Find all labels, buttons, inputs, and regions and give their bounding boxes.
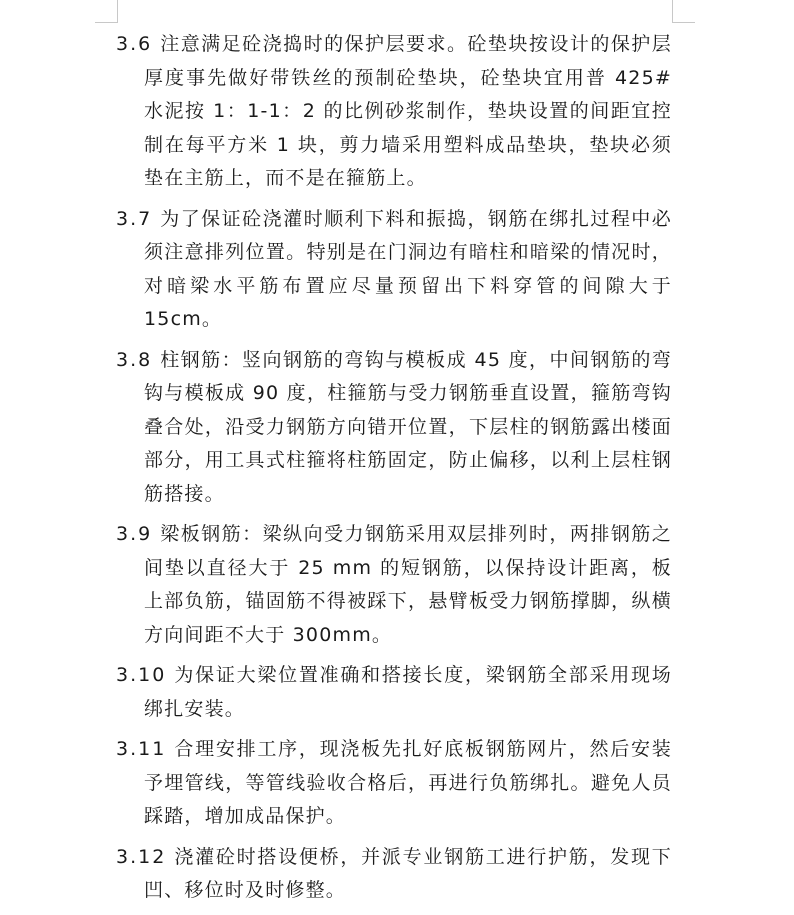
section-number: 3.9 — [116, 523, 153, 545]
section-text: 注意满足砼浇捣时的保护层要求。砼垫块按设计的保护层厚度事先做好带铁丝的预制砼垫块，砼垫块宜用普 425# 水泥按 1：1-1：2 的比例砂浆制作，垫块设置的间距宜控制在每平方米 1 块，剪力墙采用塑料成品垫块，垫块必须垫在主筋上，而不是在箍筋上。 — [144, 33, 672, 189]
section-text: 梁板钢筋：梁纵向受力钢筋采用双层排列时，两排钢筋之间垫以直径大于 25 mm 的短钢筋，以保持设计距离，板上部负筋，锚固筋不得被踩下，悬臂板受力钢筋撑脚，纵横方向间距不大于 300mm。 — [144, 523, 672, 646]
section-number: 3.7 — [116, 207, 153, 230]
section-text: 柱钢筋：竖向钢筋的弯钩与模板成 45 度，中间钢筋的弯钩与模板成 90 度，柱箍筋与受力钢筋垂直设置，箍筋弯钩叠合处，沿受力钢筋方向错开位置，下层柱的钢筋露出楼面部分，用工具式柱箍将柱筋固定，防止偏移，以利上层柱钢筋搭接。 — [144, 348, 672, 505]
margin-corner-mark-top-left — [95, 0, 118, 23]
paragraph-3-7 — [116, 203, 672, 337]
margin-corner-mark-top-right — [672, 0, 695, 23]
section-number: 3.6 — [116, 33, 153, 55]
paragraph-3-12 — [116, 841, 672, 908]
section-number: 3.12 — [116, 845, 167, 868]
section-text: 浇灌砼时搭设便桥，并派专业钢筋工进行护筋，发现下凹、移位时及时修整。 — [144, 845, 672, 901]
section-text: 为保证大梁位置准确和搭接长度，梁钢筋全部采用现场绑扎安装。 — [144, 664, 672, 720]
paragraph-3-6 — [116, 28, 672, 196]
section-text: 为了保证砼浇灌时顺利下料和振捣，钢筋在绑扎过程中必须注意排列位置。特别是在门洞边有暗柱和暗梁的情况时，对暗梁水平筋布置应尽量预留出下料穿管的间隙大于 15cm。 — [144, 207, 672, 330]
section-number: 3.11 — [116, 738, 167, 760]
section-number: 3.8 — [116, 348, 153, 371]
paragraph-3-9 — [116, 518, 672, 652]
section-text: 合理安排工序，现浇板先扎好底板钢筋网片，然后安装予埋管线，等管线验收合格后，再进行负筋绑扎。避免人员踩踏，增加成品保护。 — [144, 738, 672, 827]
section-number: 3.10 — [116, 664, 167, 686]
paragraph-3-8 — [116, 344, 672, 512]
document-body[interactable] — [116, 28, 672, 915]
paragraph-3-11 — [116, 733, 672, 834]
paragraph-3-10 — [116, 659, 672, 726]
